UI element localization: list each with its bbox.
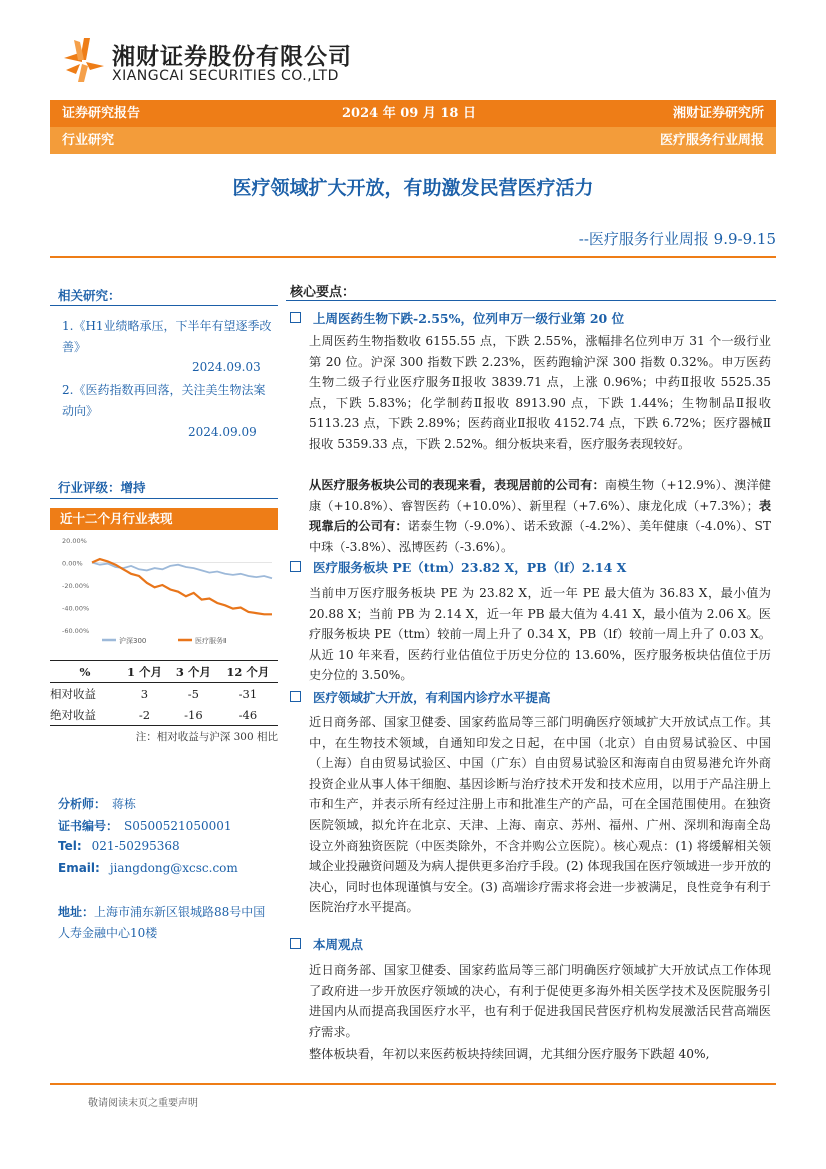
paragraph: 近日商务部、国家卫健委、国家药监局等三部门明确医疗领域扩大开放试点工作。其中，在生物技术领域，自通知印发之日起，在中国（北京）自由贸易试验区、中国（上海）自由贸易试验区、中国（广东）自由贸易试验区和海南自由贸易港允许外商投资企业从事人体干细胞、基因诊断与治疗技术开发和技术应用，以用于产品注册上市和生产，并表示所有经过注册上市和批准生产的产品，可在全国范围使用。在独资医院领域，拟允许在北京、天津、上海、南京、苏州、福州、广州、深圳和海南全岛设立外商独资医院（中医类除外，不含并购公立医院）。核心观点：(1) 将缓解相关领域企业投融资问题及为病人提供更多治疗手段。(2) 体现我国在医疗领域进一步开放的决心，同时也体现谨慎与安全。(3) 高端诊疗需求将会进一步被满足，良性竞争有利于医院治疗水平提高。 (309, 715, 771, 915)
cert-label: 证书编号： (58, 819, 119, 833)
paragraph: 当前申万医疗服务板块 PE 为 23.82 X，近一年 PE 最大值为 36.83 X，最小值为 20.88 X；当前 PB 为 2.14 X，近一年 PB 最大值为 4.41 X，最小值为 2.06 X。医疗服务板块 PE（ttm）较前一周上升了 0.34 X，PB（lf）较前一周上升了 0.03 X。从近 10 年来看，医药行业估值位于历史分位的 13.60%，医疗服务板块估值位于历史分位的 3.50%。 (309, 586, 771, 683)
performance-table (50, 660, 278, 726)
section-heading (290, 688, 551, 706)
section-title: 医疗服务板块 PE（ttm）23.82 X，PB（lf）2.14 X (313, 560, 627, 575)
analyst-line (58, 795, 136, 812)
legend-label: 沪深300 (119, 637, 147, 645)
paragraph: 整体板块看，年初以来医药板块持续回调，尤其细分医疗服务下跌超 40%, (309, 1047, 710, 1061)
email-label: Email: (58, 861, 100, 875)
checkbox-bullet-icon (290, 561, 301, 572)
table-header-cell: % (50, 661, 120, 683)
cert-number: S0500521050001 (124, 819, 232, 833)
report-category: 行业研究 (62, 133, 115, 148)
related-research-heading: 相关研究： (58, 288, 121, 303)
company-name-cn: 湘财证券股份有限公司 (112, 44, 352, 70)
paragraph-body: 南模生物（+12.9%）、澳洋健康（+10.8%）、睿智医药（+10.0%）、新里程（+7.6%）、康龙化成（+7.3%）； (309, 478, 771, 513)
company-logo (60, 36, 106, 84)
table-row (50, 704, 278, 726)
related-date-2: 2024.09.09 (188, 425, 257, 439)
paragraph: 近日商务部、国家卫健委、国家药监局等三部门明确医疗领域扩大开放试点工作体现了政府进一步开放医疗领域的决心，有利于促使更多海外相关医学技术及医院服务引进国内从而提高我国医疗水平，也有利于促进我国民营医疗机构发展激活民营高端医疗需求。 (309, 963, 771, 1039)
table-header-cell: 3 个月 (169, 661, 218, 683)
header-subbar (50, 127, 776, 154)
cert-line (58, 817, 232, 834)
legend-label: 医疗服务Ⅱ (195, 637, 227, 645)
sidebar-divider (50, 498, 278, 499)
checkbox-bullet-icon (290, 691, 301, 702)
section-title: 本周观点 (313, 937, 364, 952)
table-cell: -16 (169, 704, 218, 726)
tel-number: 021-50295368 (91, 839, 180, 853)
institute-name: 湘财证券研究所 (672, 106, 764, 121)
checkbox-bullet-icon (290, 312, 301, 323)
series-line-2 (92, 559, 272, 614)
footer-disclaimer: 敬请阅读末页之重要声明 (88, 1098, 198, 1109)
tel-label: Tel: (58, 839, 82, 853)
main-divider (286, 300, 776, 301)
core-points-heading: 核心要点： (290, 285, 356, 300)
tel-line (58, 839, 180, 853)
section-title: 医疗领域扩大开放，有利国内诊疗水平提高 (313, 690, 551, 705)
paragraph-body: 诺泰生物（-9.0%）、诺禾致源（-4.2%）、美年健康（-4.0%）、ST 中珠（-3.8%）、泓博医药（-3.6%）。 (309, 519, 772, 554)
table-row-label: 相对收益 (50, 686, 96, 701)
report-series: 医疗服务行业周报 (659, 133, 764, 148)
document-title: 医疗领域扩大开放，有助激发民营医疗活力 (232, 177, 594, 199)
document-subtitle: --医疗服务行业周报 9.9-9.15 (578, 230, 776, 248)
footer-divider (50, 1083, 776, 1085)
y-tick-label: -40.00% (62, 604, 90, 613)
paragraph (309, 475, 771, 557)
email-line (58, 861, 238, 875)
checkbox-bullet-icon (290, 938, 301, 949)
table-cell: -2 (120, 704, 169, 726)
table-header-row (50, 661, 278, 683)
address-label: 地址： (58, 905, 95, 919)
performance-chart (50, 534, 278, 650)
table-row (50, 683, 278, 705)
table-header-cell: 1 个月 (120, 661, 169, 683)
related-link-1[interactable]: 1.《H1业绩略承压，下半年有望逐季改善》 (62, 319, 272, 354)
series-line-1 (92, 563, 272, 579)
y-tick-label: 20.00% (62, 537, 87, 545)
y-tick-label: -20.00% (62, 582, 90, 590)
address-text: 上海市浦东新区银城路88号中国人寿金融中心10楼 (58, 905, 266, 940)
table-note: 注：相对收益与沪深 300 相比 (135, 731, 278, 743)
performance-heading-bar (50, 508, 278, 530)
table-cell: -46 (218, 704, 278, 726)
paragraph-lead: 表现靠后的公司有： (309, 498, 772, 534)
y-tick-label: -60.00% (62, 627, 90, 635)
company-name-en: XIANGCAI SECURITIES CO.,LTD (112, 68, 339, 84)
related-date-1: 2024.09.03 (192, 360, 261, 374)
title-divider (50, 256, 776, 258)
table-cell: -5 (187, 686, 199, 701)
table-row-label: 绝对收益 (50, 704, 120, 726)
paragraph: 上周医药生物指数收 6155.55 点，下跌 2.55%，涨幅排名位列申万 31 个一级行业第 20 位。沪深 300 指数下跌 2.23%，医药跑输沪深 300 指数 0.32%。申万医药生物二级子行业医疗服务Ⅱ报收 3839.71 点，上涨 0.96%；中药Ⅱ报收 5525.35 点，下跌 5.83%；化学制药Ⅱ报收 8913.90 点，下跌 1.44%；生物制品Ⅱ报收 5113.23 点，下跌 2.89%；医药商业Ⅱ报收 4152.74 点，下跌 6.72%；医疗器械Ⅱ报收 5359.33 点，下跌 2.52%。细分板块来看，医疗服务表现较好。 (309, 334, 771, 451)
table-cell: 3 (140, 686, 149, 701)
report-date: 2024 年 09 月 18 日 (342, 106, 476, 121)
y-tick-label: 0.00% (62, 559, 83, 568)
related-link-2[interactable]: 2.《医药指数再回落，关注美生物法案动向》 (62, 383, 266, 418)
sidebar-divider (50, 305, 278, 306)
analyst-name: 蒋栋 (112, 797, 137, 811)
analyst-label: 分析师： (58, 797, 107, 811)
section-heading (290, 935, 363, 953)
table-cell: -31 (238, 686, 258, 701)
industry-rating: 行业评级：增持 (58, 480, 146, 495)
address-line (58, 902, 276, 944)
report-type: 证券研究报告 (62, 106, 141, 121)
section-heading (290, 309, 624, 327)
table-header-cell: 12 个月 (218, 661, 278, 683)
section-heading (290, 558, 626, 576)
performance-heading: 近十二个月行业表现 (60, 511, 173, 526)
section-title: 上周医药生物下跌-2.55%，位列申万一级行业第 20 位 (313, 311, 625, 326)
paragraph-lead: 从医疗服务板块公司的表现来看，表现居前的公司有： (309, 478, 605, 492)
email-address[interactable]: jiangdong@xcsc.com (109, 861, 238, 875)
header-bar (50, 100, 776, 127)
